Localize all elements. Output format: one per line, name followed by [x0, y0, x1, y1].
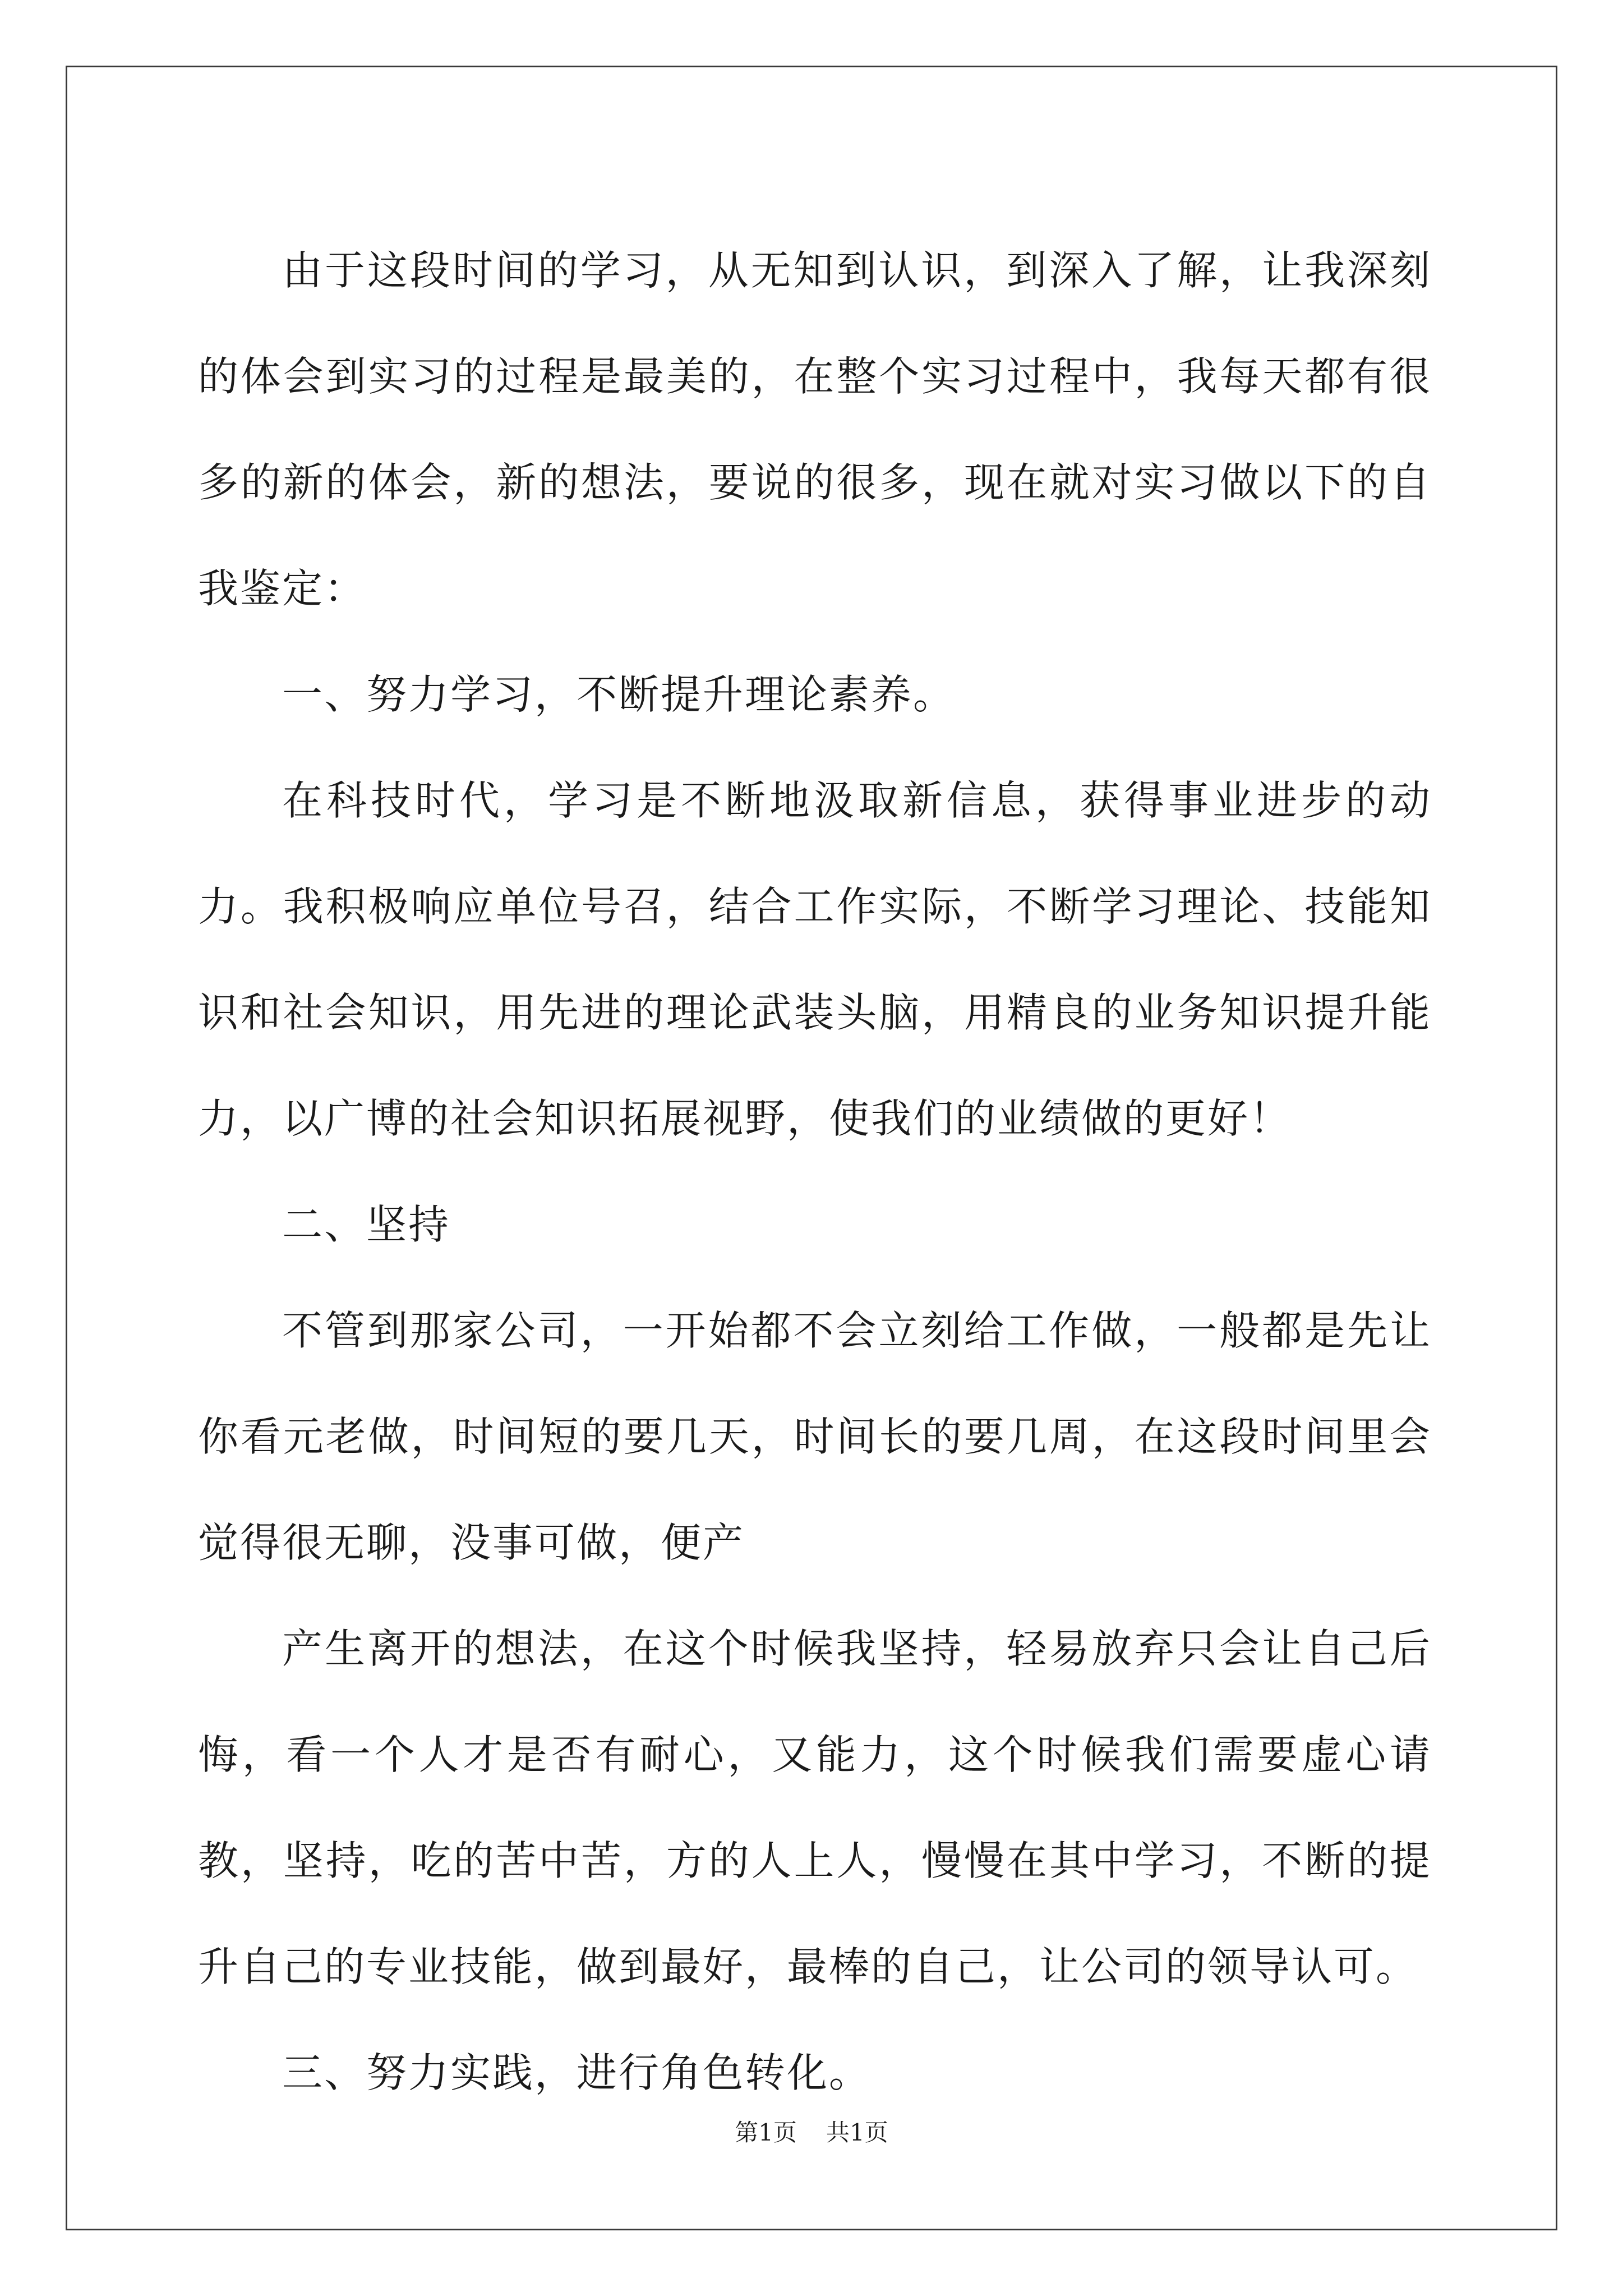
paragraph-intro: 由于这段时间的学习，从无知到认识，到深入了解，让我深刻的体会到实习的过程是最美的，在整个实习过程中，我每天都有很多的新的体会，新的想法，要说的很多，现在就对实习做以下的自我鉴定： [198, 247, 1432, 612]
page-number: 第1页 [735, 2119, 797, 2146]
page-footer [0, 2116, 1623, 2150]
heading-section-1: 一、努力学习，不断提升理论素养。 [282, 671, 956, 718]
paragraph-section-2b: 产生离开的想法，在这个时候我坚持，轻易放弃只会让自己后悔，看一个人才是否有耐心，又能力，这个时候我们需要虚心请教，坚持，吃的苦中苦，方的人上人，慢慢在其中学习，不断的提升自己的专业技能，做到最好，最棒的自己，让公司的领导认可。 [198, 1625, 1432, 1990]
paragraph-section-1: 在科技时代，学习是不断地汲取新信息，获得事业进步的动力。我积极响应单位号召，结合工作实际，不断学习理论、技能知识和社会知识，用先进的理论武装头脑，用精良的业务知识提升能力，以广博的社会知识拓展视野，使我们的业绩做的更好！ [198, 777, 1432, 1142]
heading-section-3: 三、努力实践，进行角色转化。 [282, 2049, 872, 2096]
page-total: 共1页 [826, 2119, 888, 2146]
paragraph-section-2a: 不管到那家公司，一开始都不会立刻给工作做，一般都是先让你看元老做，时间短的要几天，时间长的要几周，在这段时间里会觉得很无聊，没事可做，便产 [198, 1307, 1432, 1566]
heading-section-2: 二、坚持 [282, 1201, 451, 1248]
document-body [198, 218, 1432, 2126]
